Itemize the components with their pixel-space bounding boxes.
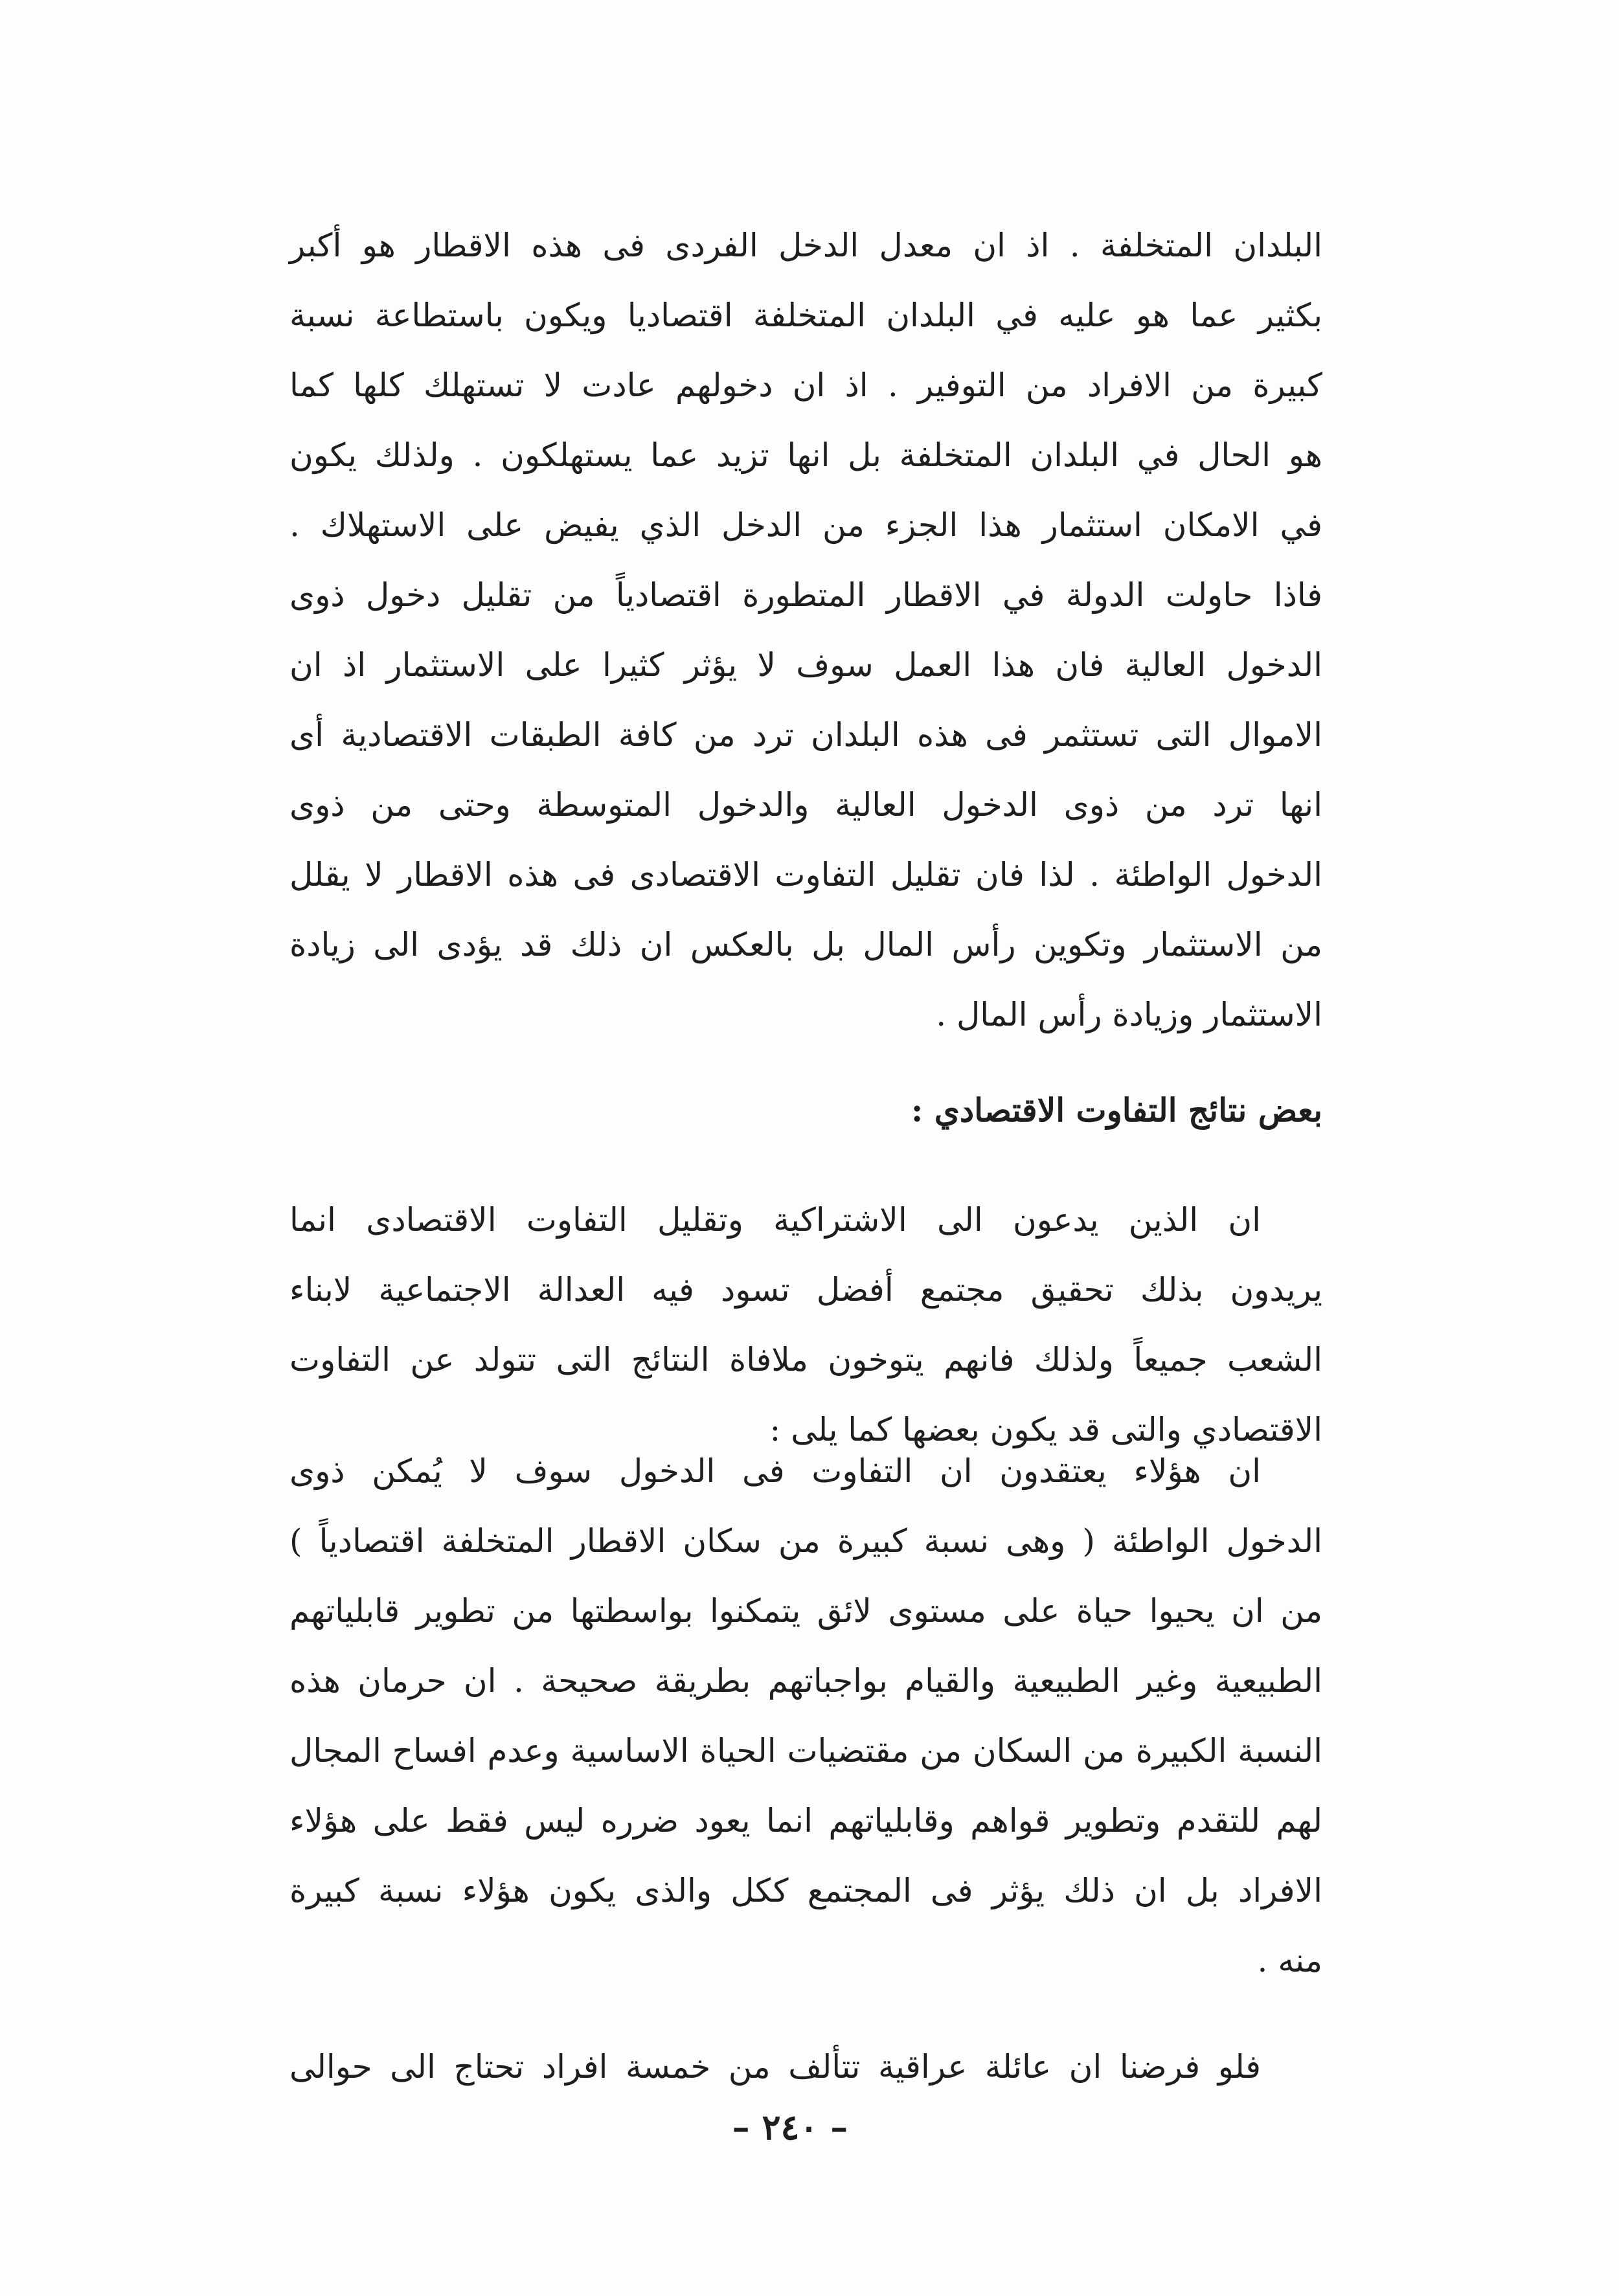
text-line: الدخول الواطئة . لذا فان تقليل التفاوت الاقتصادى فى هذه الاقطار لا يقلل [289, 856, 1322, 894]
section-heading: بعض نتائج التفاوت الاقتصادي : [911, 1091, 1322, 1129]
text-line: ان هؤلاء يعتقدون ان التفاوت فى الدخول سوف لا يُمكن ذوى [289, 1452, 1261, 1490]
text-line: انها ترد من ذوى الدخول العالية والدخول المتوسطة وحتى من ذوى [289, 786, 1322, 824]
text-line: الشعب جميعاً ولذلك فانهم يتوخون ملافاة النتائج التى تتولد عن التفاوت [289, 1341, 1322, 1379]
text-line: فاذا حاولت الدولة في الاقطار المتطورة اقتصادياً من تقليل دخول ذوى [289, 576, 1322, 614]
text-line: البلدان المتخلفة . اذ ان معدل الدخل الفردى فى هذه الاقطار هو أكبر [289, 227, 1322, 264]
text-line: الاستثمار وزيادة رأس المال . [936, 996, 1322, 1033]
text-line: الافراد بل ان ذلك يؤثر فى المجتمع ككل والذى يكون هؤلاء نسبة كبيرة [289, 1872, 1322, 1909]
text-line: الدخول العالية فان هذا العمل سوف لا يؤثر كثيرا على الاستثمار اذ ان [289, 646, 1322, 684]
text-line: ان الذين يدعون الى الاشتراكية وتقليل التفاوت الاقتصادى انما [289, 1201, 1261, 1239]
text-line: بكثير عما هو عليه في البلدان المتخلفة اقتصاديا ويكون باستطاعة نسبة [289, 297, 1322, 334]
page-number: – ٢٤٠ – [732, 2106, 848, 2148]
text-line: لهم للتقدم وتطوير قواهم وقابلياتهم انما يعود ضرره ليس فقط على هؤلاء [289, 1802, 1322, 1840]
paragraph-2 [289, 1185, 1322, 1465]
text-line: من الاستثمار وتكوين رأس المال بل بالعكس ان ذلك قد يؤدى الى زيادة [289, 926, 1322, 963]
paragraph-3 [289, 1436, 1322, 1996]
text-line: في الامكان استثمار هذا الجزء من الدخل الذي يفيض على الاستهلاك . [289, 506, 1322, 544]
paragraph-4 [289, 2032, 1322, 2102]
text-line: فلو فرضنا ان عائلة عراقية تتألف من خمسة افراد تحتاج الى حوالى [289, 2048, 1261, 2086]
text-line: يريدون بذلك تحقيق مجتمع أفضل تسود فيه العدالة الاجتماعية لابناء [289, 1271, 1322, 1309]
text-line: كبيرة من الافراد من التوفير . اذ ان دخولهم عادت لا تستهلك كلها كما [289, 366, 1322, 404]
text-line: الطبيعية وغير الطبيعية والقيام بواجباتهم بطريقة صحيحة . ان حرمان هذه [289, 1662, 1322, 1700]
text-line: الاقتصادي والتى قد يكون بعضها كما يلى : [769, 1411, 1322, 1448]
text-line: الاموال التى تستثمر فى هذه البلدان ترد من كافة الطبقات الاقتصادية أى [289, 716, 1322, 754]
paragraph-1 [289, 210, 1322, 1050]
text-line: الدخول الواطئة ( وهى نسبة كبيرة من سكان الاقطار المتخلفة اقتصادياً ) [289, 1522, 1322, 1560]
text-line: من ان يحيوا حياة على مستوى لائق يتمكنوا بواسطتها من تطوير قابلياتهم [289, 1592, 1322, 1630]
text-line: هو الحال في البلدان المتخلفة بل انها تزيد عما يستهلكون . ولذلك يكون [289, 436, 1322, 474]
text-line: منه . [1257, 1942, 1322, 1979]
text-line: النسبة الكبيرة من السكان من مقتضيات الحياة الاساسية وعدم افساح المجال [289, 1732, 1322, 1770]
